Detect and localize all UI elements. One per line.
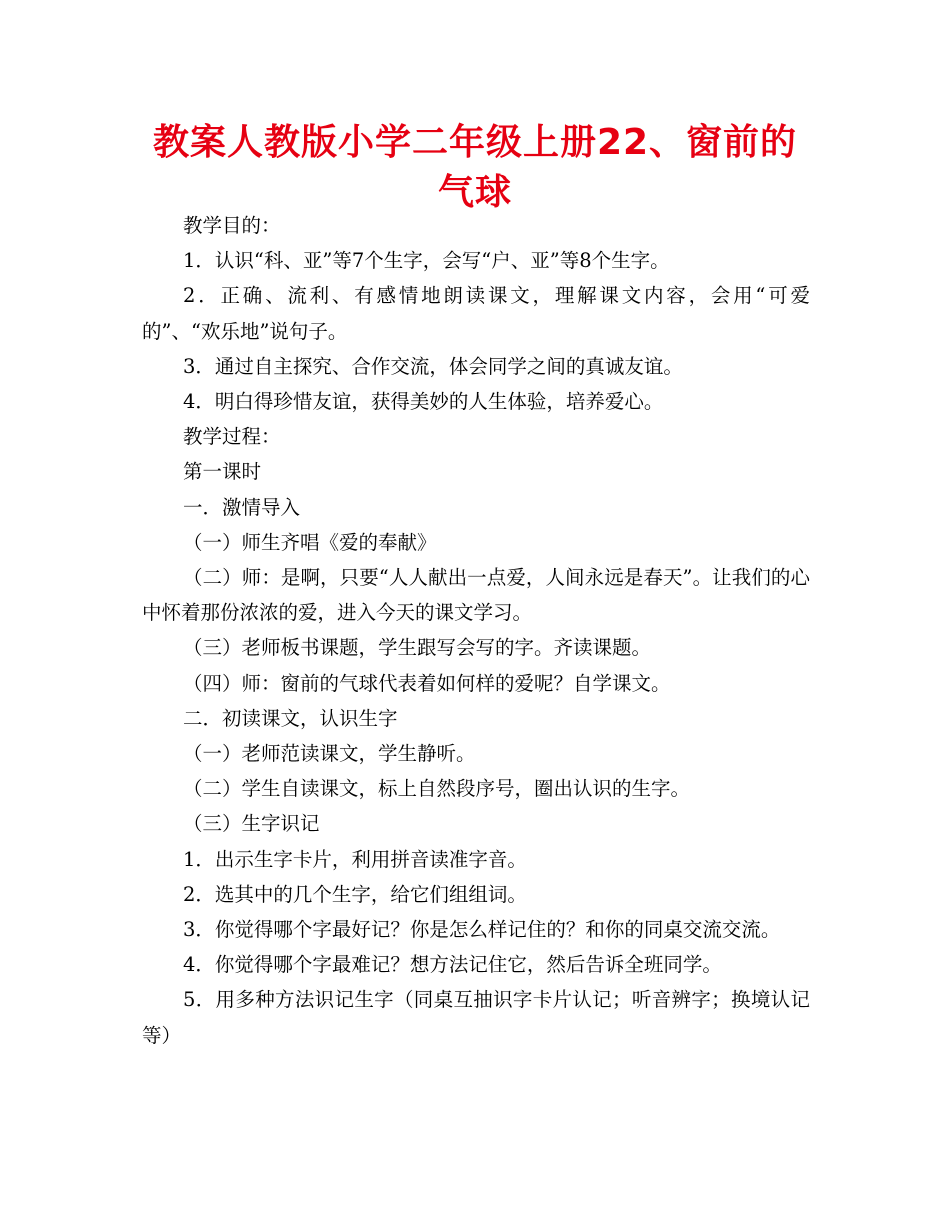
paragraph-objectives-heading: 教学目的：	[183, 214, 281, 237]
paragraph-item-3: 3．你觉得哪个字最好记？你是怎么样记住的？和你的同桌交流交流。	[183, 918, 781, 942]
paragraph-step-1-4: （四）师：窗前的气球代表着如何样的爱呢？自学课文。	[183, 671, 671, 695]
paragraph-section-1: 一．激情导入	[183, 495, 301, 519]
paragraph-objective-4: 4．明白得珍惜友谊，获得美妙的人生体验，培养爱心。	[183, 390, 664, 414]
paragraph-objective-2: 2．正确、流利、有感情地朗读课文，理解课文内容，会用“可爱的”、“欢乐地”说句子。	[142, 284, 810, 343]
document-title: 教案人教版小学二年级上册22、窗前的气球	[152, 122, 798, 213]
paragraph-objective-1: 1．认识“科、亚”等7个生字，会写“户、亚”等8个生字。	[183, 249, 670, 273]
document-body	[142, 208, 810, 1053]
paragraph-step-2-3: （三）生字识记	[183, 812, 320, 836]
paragraph-first-lesson: 第一课时	[183, 460, 262, 484]
paragraph-step-1-1: （一）师生齐唱《爱的奉献》	[183, 530, 437, 554]
paragraph-item-4: 4．你觉得哪个字最难记？想方法记住它，然后告诉全班同学。	[183, 953, 722, 977]
paragraph-item-5: 5．用多种方法识记生字（同桌互抽识字卡片认记；听音辨字；换境认记等）	[142, 988, 810, 1047]
paragraph-process-heading: 教学过程：	[183, 425, 281, 449]
paragraph-section-2: 二．初读课文，认识生字	[183, 706, 398, 730]
paragraph-step-1-3: （三）老师板书课题，学生跟写会写的字。齐读课题。	[183, 636, 652, 660]
paragraph-item-2: 2．选其中的几个生字，给它们组组词。	[183, 882, 527, 906]
paragraph-step-2-1: （一）老师范读课文，学生静听。	[183, 742, 476, 766]
paragraph-step-2-2: （二）学生自读课文，标上自然段序号，圈出认识的生字。	[183, 777, 691, 801]
paragraph-item-1: 1．出示生字卡片，利用拼音读准字音。	[183, 847, 527, 871]
paragraph-step-1-2: （二）师：是啊，只要“人人献出一点爱，人间永远是春天”。让我们的心中怀着那份浓浓的爱，进入今天的课文学习。	[142, 566, 810, 625]
paragraph-objective-3: 3．通过自主探究、合作交流，体会同学之间的真诚友谊。	[183, 354, 683, 378]
